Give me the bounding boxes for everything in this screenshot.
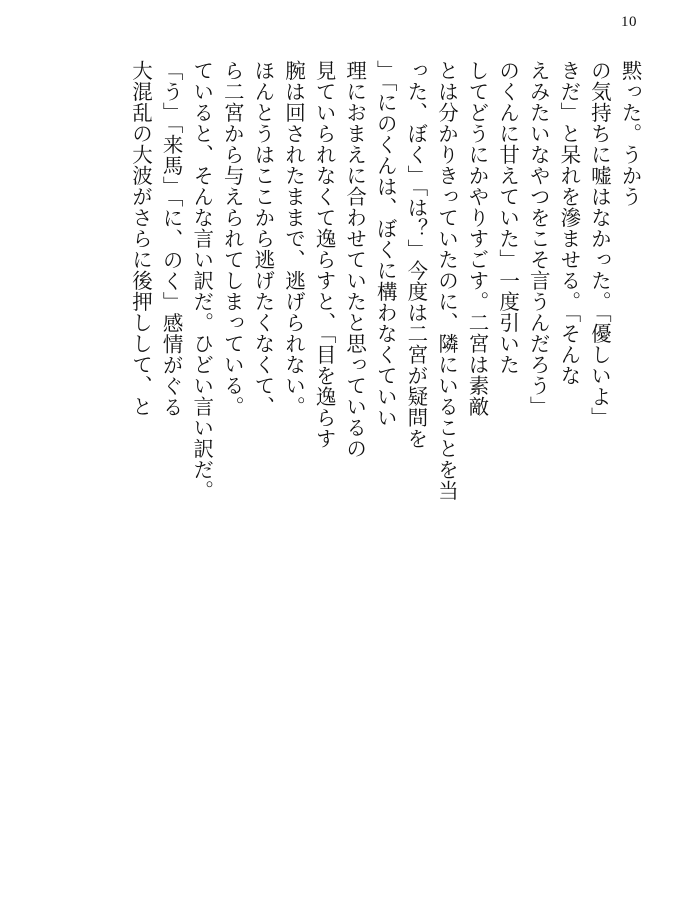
text-line: 「う」「来馬」「に、のく」感情がぐる <box>159 60 184 418</box>
text-line: 腕は回されたままで、逃げられない。 <box>281 60 306 417</box>
text-line: 大混乱の大波がさらに後押しして、と <box>128 60 153 417</box>
text-line: ていると、そんな言い訳だ。ひどい言い訳だ。 <box>189 60 214 501</box>
text-line: の気持ちに嘘はなかった。「優しいよ」 <box>587 60 612 428</box>
text-line: のくんに甘えていた」一度引いた <box>495 60 520 375</box>
text-line: とは分かりきっていたのに、隣にいることを当 <box>434 60 459 501</box>
text-line: ら二宮から与えられてしまっている。 <box>220 60 245 417</box>
text-line: 黙った。うかう <box>618 60 642 207</box>
text-line: してどうにかやりすごす。二宮は素敵 <box>465 60 490 417</box>
text-line: 」「にのくんは、ぼくに構わなくていい <box>373 60 398 428</box>
text-line: った、ぼく」「は？」今度は二宮が疑問を <box>403 60 428 449</box>
vertical-text-body <box>33 60 645 875</box>
text-line: 見ていられなくて逸らすと、「目を逸らす <box>312 60 337 449</box>
page-number: 10 <box>621 14 637 30</box>
text-line: 理におまえに合わせていたと思っているの <box>342 60 367 459</box>
text-line: きだ」と呆れを滲ませる。「そんな <box>556 60 581 386</box>
text-line: ほんとうはここから逃げたくなくて、 <box>250 60 275 417</box>
text-line: えみたいなやつをこそ言うんだろう」 <box>526 60 551 417</box>
